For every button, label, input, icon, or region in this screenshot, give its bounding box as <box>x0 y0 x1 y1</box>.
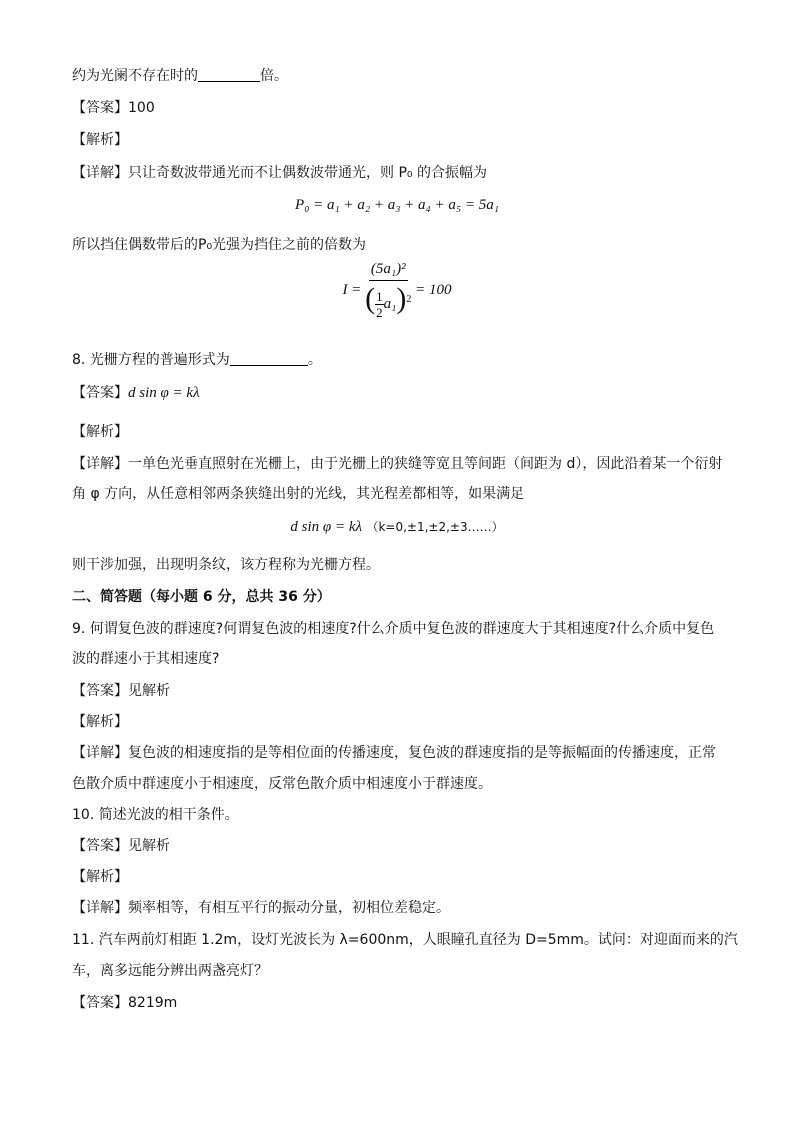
detail-9-line1: 【详解】复色波的相速度指的是等相位面的传播速度，复色波的群速度指的是等振幅面的传播速度，正常 <box>72 745 716 761</box>
answer-7: 【答案】100 <box>72 100 155 116</box>
order-note: （k=0,±1,±2,±3……） <box>366 520 504 534</box>
den-var: a₁ <box>383 296 397 312</box>
eq-fraction <box>365 262 411 319</box>
answer-11: 【答案】8219m <box>72 995 178 1011</box>
eq-rhs: = 100 <box>415 281 452 298</box>
detail-10: 【详解】频率相等，有相互平行的振动分量，初相位差稳定。 <box>72 900 450 916</box>
answer-blank <box>230 352 308 366</box>
grating-equation: d sin φ = kλ <box>290 519 362 535</box>
answer-label: 【答案】 <box>72 385 128 401</box>
question-suffix: 。 <box>307 352 322 368</box>
question-10: 10. 简述光波的相干条件。 <box>72 807 239 823</box>
question-9-line1: 9. 何谓复色波的群速度?何谓复色波的相速度?什么介质中复色波的群速度大于其相速度?什么介质中复色 <box>72 621 715 637</box>
analysis-label-9: 【解析】 <box>72 714 128 730</box>
equation-grating <box>0 520 794 535</box>
detail-8-line3: 则干涉加强，出现明条纹，该方程称为光栅方程。 <box>72 557 380 573</box>
analysis-label-7: 【解析】 <box>72 132 128 148</box>
question-8 <box>72 352 322 367</box>
detail-9-line2: 色散介质中群速度小于相速度，反常色散介质中相速度小于群速度。 <box>72 776 492 792</box>
half-num: 1 <box>376 289 383 305</box>
answer-10: 【答案】见解析 <box>72 838 170 854</box>
question-text: 约为光阑不存在时的 <box>72 68 198 84</box>
eq-numerator: (5a₁)² <box>369 262 408 281</box>
answer-9: 【答案】见解析 <box>72 683 170 699</box>
question-9-line2: 波的群速小于其相速度? <box>72 651 220 667</box>
half-den: 2 <box>376 305 383 321</box>
detail-8-line1: 【详解】一单色光垂直照射在光栅上，由于光栅上的狭缝等宽且等间距（间距为 d），因此沿着某一个衍射 <box>72 456 723 472</box>
question-7-tail <box>72 68 288 83</box>
detail-7-continued: 所以挡住偶数带后的P₀光强为挡住之前的倍数为 <box>72 237 367 253</box>
analysis-label-8: 【解析】 <box>72 424 128 440</box>
section-heading: 二、简答题（每小题 6 分，总共 36 分） <box>72 589 331 605</box>
den-exponent: 2 <box>406 294 412 305</box>
eq-denominator: ( $\frac{1}{2}$ a₁)$^2$ <box>365 282 412 321</box>
eq-lhs: I = <box>342 281 362 298</box>
answer-8 <box>72 386 200 401</box>
equation-intensity-ratio <box>0 262 794 319</box>
answer-blank <box>198 68 260 82</box>
question-suffix: 倍。 <box>260 68 288 84</box>
detail-8-line2: 角 φ 方向，从任意相邻两条狭缝出射的光线，其光程差都相等，如果满足 <box>72 486 525 502</box>
grating-equation: d sin φ = kλ <box>128 385 200 401</box>
question-11-line1: 11. 汽车两前灯相距 1.2m，设灯光波长为 λ=600nm，人眼瞳孔直径为 D=5mm。试问：对迎面而来的汽 <box>72 932 738 948</box>
detail-7: 【详解】只让奇数波带通光而不让偶数波带通光，则 P₀ 的合振幅为 <box>72 165 487 181</box>
equation-amplitude: P₀ = a₁ + a₂ + a₃ + a₄ + a₅ = 5a₁ <box>295 197 499 213</box>
question-11-line2: 车，离多远能分辨出两盏亮灯？ <box>72 963 268 979</box>
half-fraction <box>375 290 384 319</box>
question-text: 8. 光栅方程的普遍形式为 <box>72 352 230 368</box>
analysis-label-10: 【解析】 <box>72 869 128 885</box>
